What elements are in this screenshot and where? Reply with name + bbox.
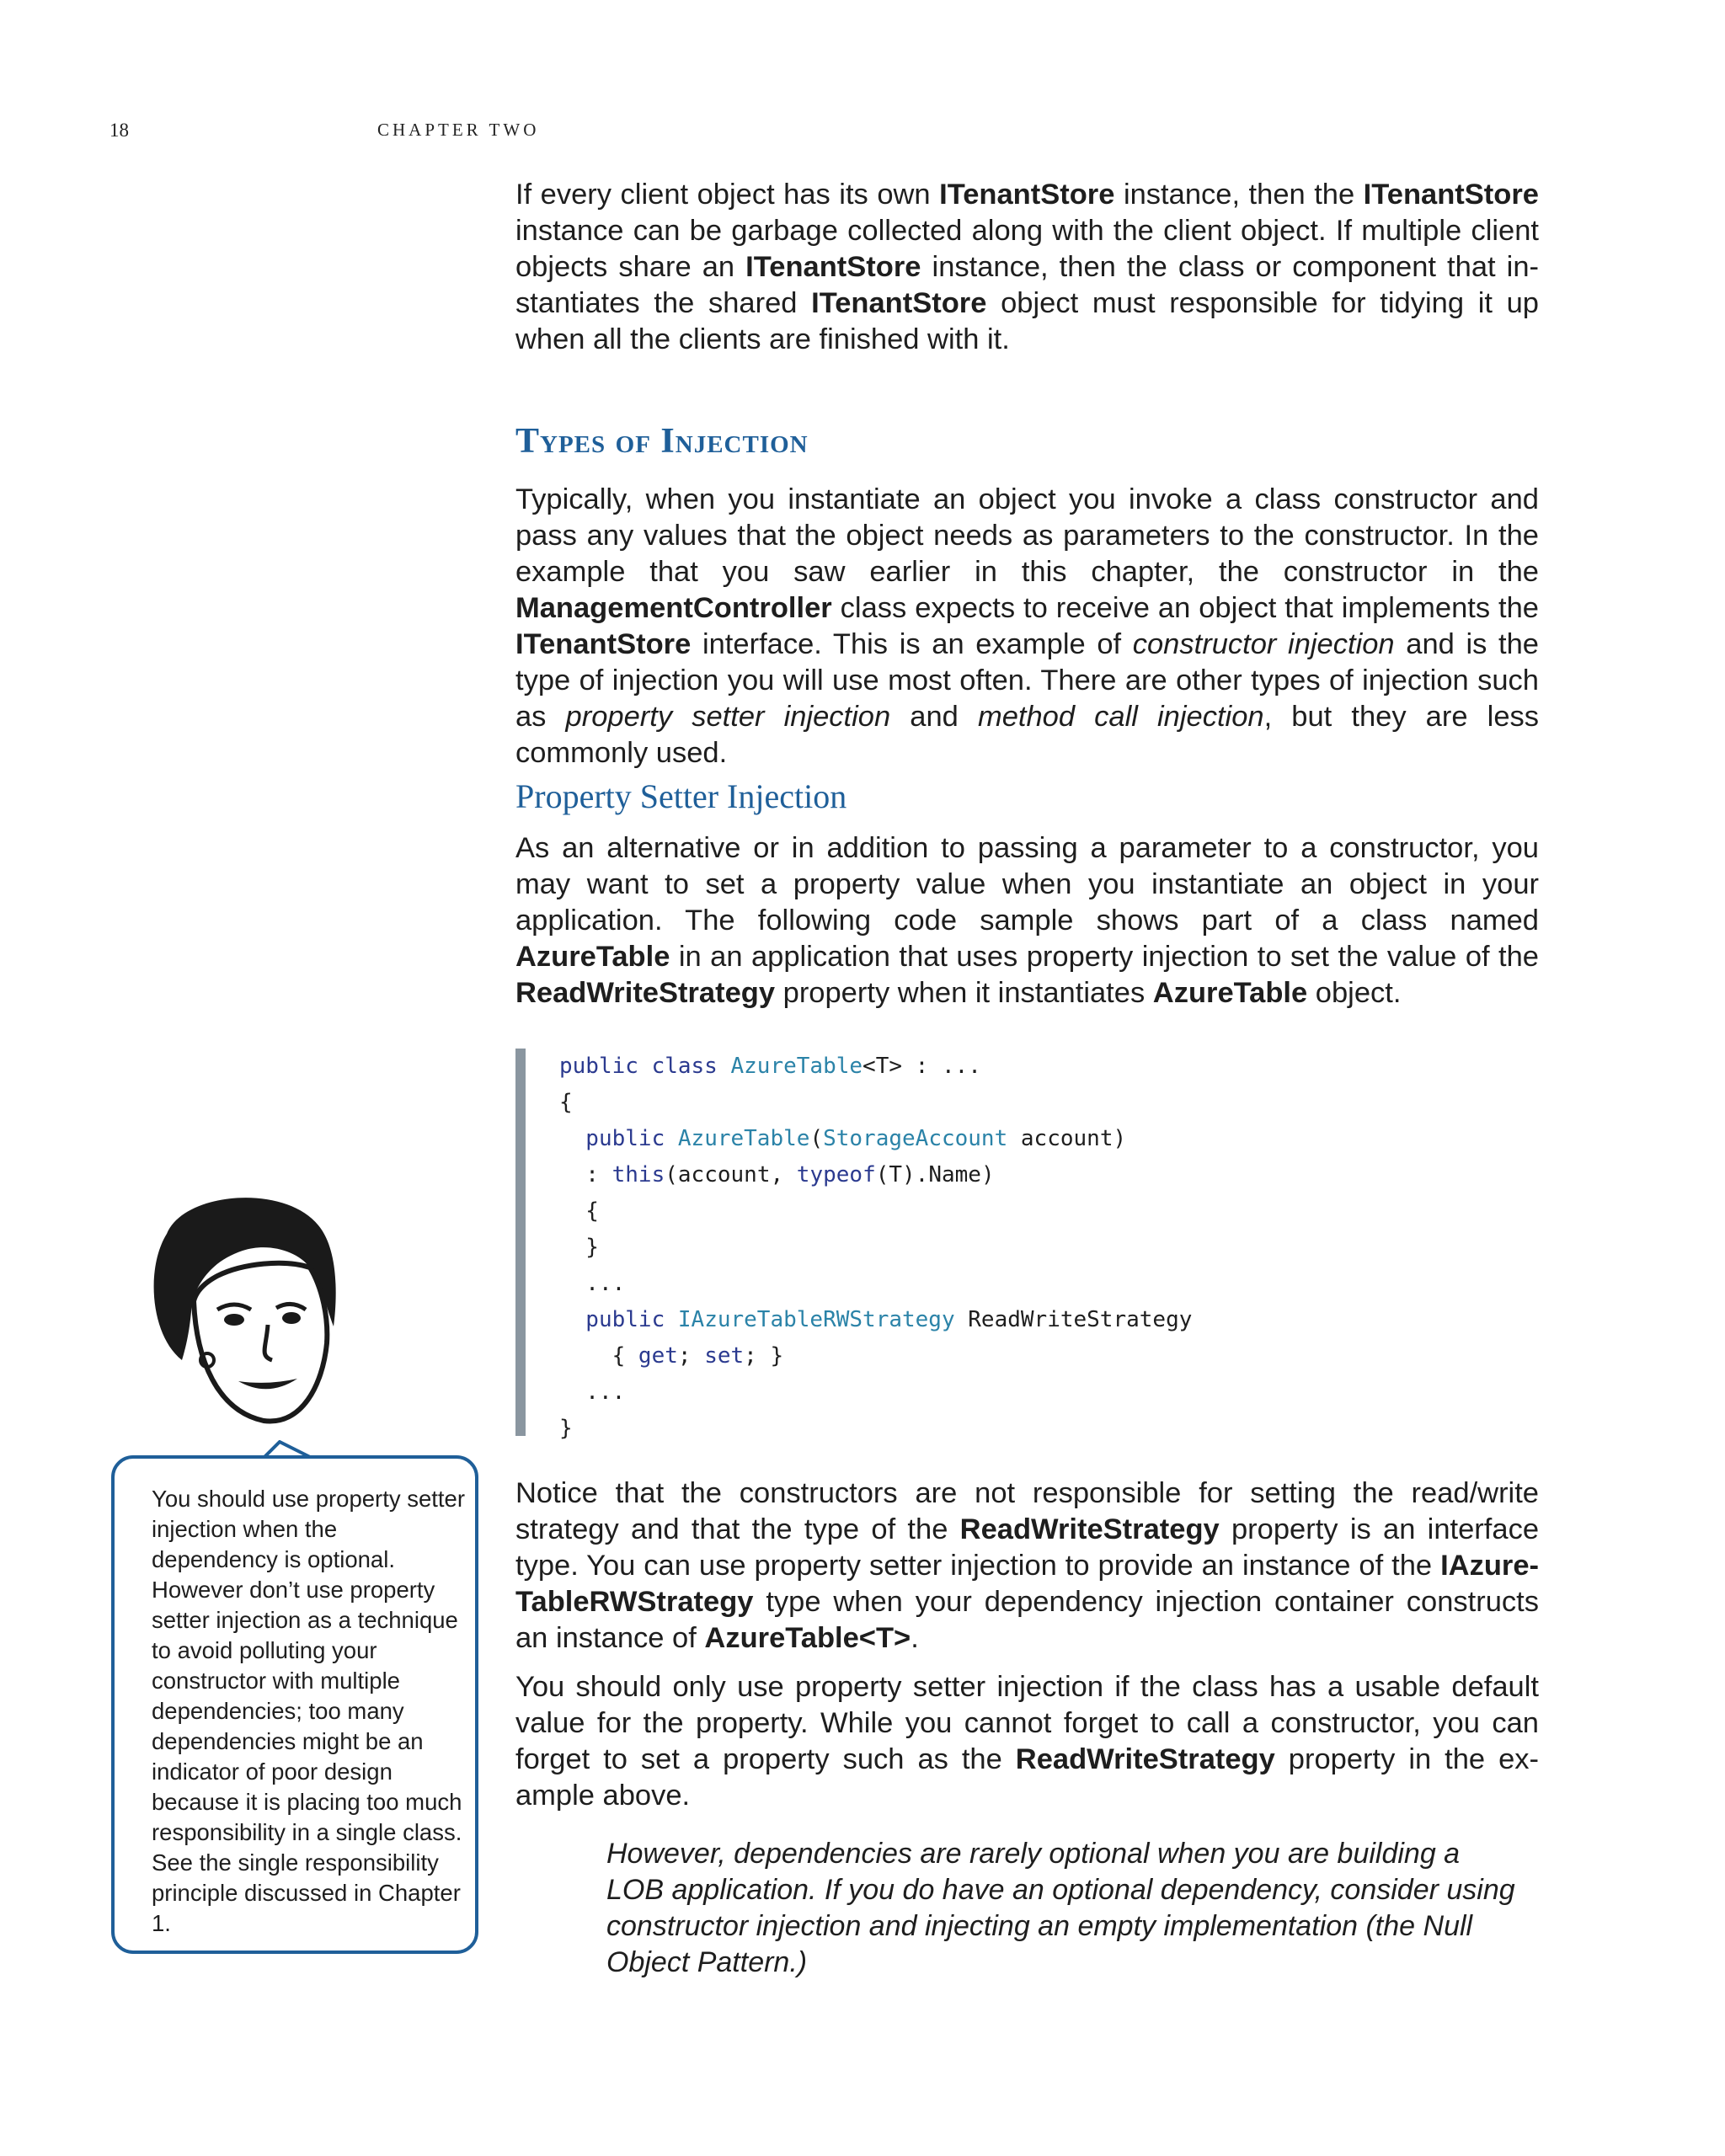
- subsection-heading: Property Setter Injection: [515, 777, 847, 815]
- italic-note: However, dependencies are rarely optional when you are building a LOB application. If you do have an optional dependency, consider using constructor injection and injecting an empty implementation (the Null Object Pattern.): [606, 1838, 1515, 1978]
- page-number: 18: [109, 120, 129, 141]
- code-line: {: [559, 1198, 599, 1224]
- setter-paragraph: As an alternative or in addition to passing a parameter to a constructor, you may want to set a property value when you instantiate an object in your application. The following code sample shows part of a class named AzureTable in an application that uses property injection to set the value of the ReadWriteStrategy property when it instantiates AzureTable object.: [515, 832, 1539, 1009]
- code-line: }: [559, 1235, 599, 1260]
- types-paragraph: Typically, when you instantiate an object you invoke a class constructor and pass any values that the object needs as parameters to the constructor. In the example that you saw earlier in this chapter, the constructor in the ManagementController class expects to receive an object that implements the ITenantStore interface. This is an example of constructor injection and is the type of injection you will use most often. There are other types of injection such as property setter injection and method call injection, but they are less commonly used.: [515, 483, 1539, 769]
- code-line: public AzureTable(StorageAccount account): [559, 1126, 1127, 1151]
- running-header-chapter: CHAPTER TWO: [377, 120, 540, 140]
- intro-paragraph: If every client object has its own ITenantStore instance, then the ITenantStore instance can be garbage collected along with the client object. If multiple client objects share an ITenantStore instance, then the class or component that instantiates the shared ITenantStore object must responsible for tidying it up when all the clients are finished with it.: [515, 179, 1540, 355]
- code-line: ...: [559, 1380, 626, 1405]
- author-portrait-icon: [116, 1183, 352, 1436]
- code-line: ...: [559, 1271, 626, 1296]
- code-line: public class AzureTable<T> : ...: [559, 1054, 981, 1079]
- code-line: }: [559, 1416, 573, 1441]
- sidebar-callout: [111, 1455, 478, 1954]
- code-line: { get; set; }: [559, 1343, 784, 1369]
- should-paragraph: You should only use property setter injection if the class has a usable default value for the property. While you cannot forget to call a constructor, you can forget to set a property such as the ReadWriteStrategy property in the example above.: [515, 1671, 1540, 1812]
- code-line: {: [559, 1090, 573, 1115]
- code-line: public IAzureTableRWStrategy ReadWriteStrategy: [559, 1307, 1193, 1332]
- callout-text: You should use property setter injection when the dependency is optional. However don’t use property setter injection as a technique to avoid polluting your constructor with multiple dependencies; too many dependencies might be an indicator of poor design because it is placing too much responsibility in a single class. See the single responsibility principle discussed in Chapter 1.: [152, 1486, 466, 1936]
- notice-paragraph: Notice that the constructors are not responsible for setting the read/write strategy and that the type of the ReadWriteStrategy property is an interface type. You can use property setter injection to provide an instance of the IAzureTableRWStrategy type when your dependency injection container constructs an instance of AzureTable<T>.: [515, 1477, 1540, 1654]
- section-heading: Types of Injection: [515, 422, 809, 461]
- code-line: : this(account, typeof(T).Name): [559, 1162, 995, 1187]
- code-sample: [515, 1049, 1274, 1441]
